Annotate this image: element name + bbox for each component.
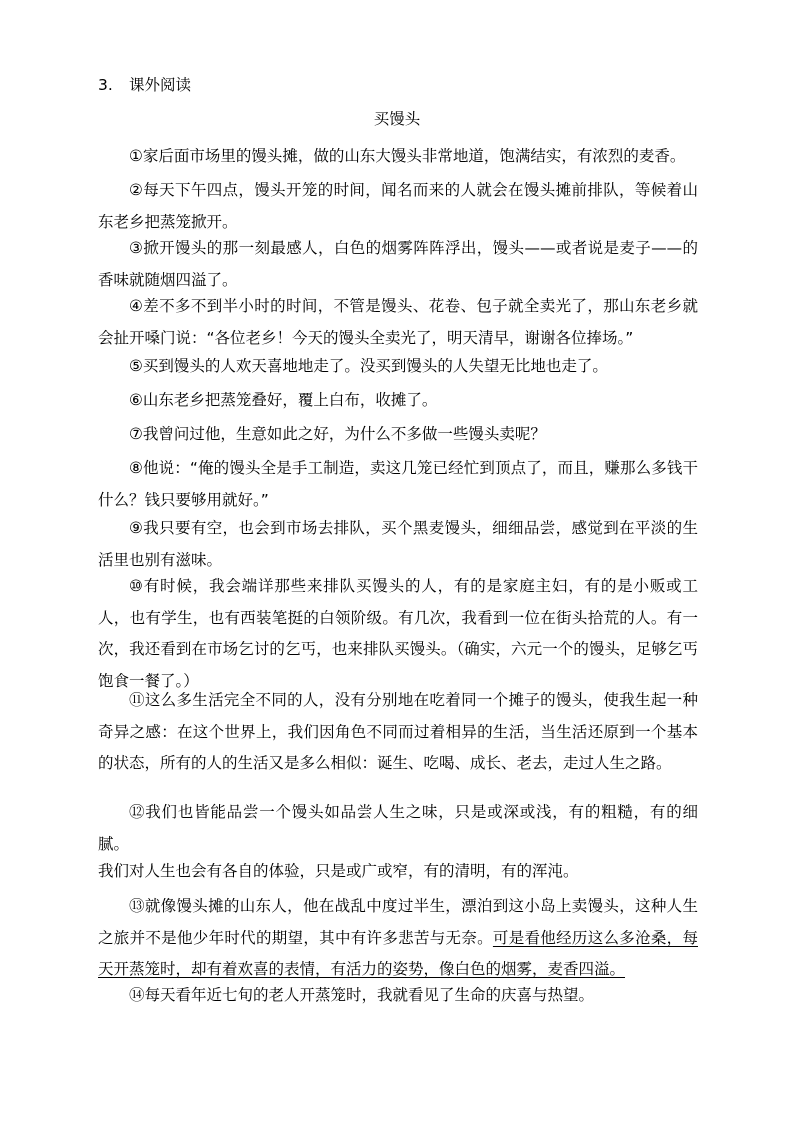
section-heading [98,74,191,96]
paragraph-10: ⑩有时候，我会端详那些来排队买馒头的人，有的是家庭主妇，有的是小贩或工人，也有学生，也有西装笔挺的白领阶级。有几次，我看到一位在街头拾荒的人。有一次，我还看到在市场乞讨的乞丐，也来排队买馒头。（确实，六元一个的馒头，足够乞丐饱食一餐了。） [98,577,698,690]
paragraph-14: ⑭每天看年近七旬的老人开蒸笼时，我就看见了生命的庆喜与热望。 [129,986,595,1004]
paragraph-3: ③掀开馒头的那一刻最感人，白色的烟雾阵阵浮出，馒头——或者说是麦子——的香味就随烟四溢了。 [98,239,698,289]
paragraph-9: ⑨我只要有空，也会到市场去排队，买个黑麦馒头，细细品尝，感觉到在平淡的生活里也别有滋味。 [98,519,698,569]
paragraph-1: ①家后面市场里的馒头摊，做的山东大馒头非常地道，饱满结实，有浓烈的麦香。 [129,147,686,165]
paragraph-11: ⑪这么多生活完全不同的人，没有分别地在吃着同一个摊子的馒头，使我生起一种奇异之感：在这个世界上，我们因角色不同而过着相异的生活，当生活还原到一个基本的状态，所有的人的生活又是多么相似：诞生、吃喝、成长、老去，走过人生之路。 [98,691,698,772]
section-label: 课外阅读 [129,76,192,94]
article-title: 买馒头 [373,110,421,128]
paragraph-13-text: ⑬就像馒头摊的山东人，他在战乱中度过半生，漂泊到这小岛上卖馒头，这种人生之旅并不是他少年时代的期望，其中有许多悲苦与无奈。 [98,897,698,947]
paragraph-13 [98,891,698,986]
paragraph-6: ⑥山东老乡把蒸笼叠好，覆上白布，收摊了。 [129,391,438,409]
paragraph-7: ⑦我曾问过他，生意如此之好，为什么不多做一些馒头卖呢？ [129,425,546,443]
paragraph-5: ⑤买到馒头的人欢天喜地地走了。没买到馒头的人失望无比地也走了。 [129,357,608,375]
paragraph-4: ④差不多不到半小时的时间，不管是馒头、花卷、包子就全卖光了，那山东老乡就会扯开嗓门说：“各位老乡！今天的馒头全卖光了，明天清早，谢谢各位捧场。” [98,297,698,347]
plain-line: 我们对人生也会有各自的体验，只是或广或窄，有的清明，有的浑沌。 [98,862,579,880]
underlined-sentence: 可是看他经历这么多沧桑，每天开蒸笼时，却有着欢喜的表情，有活力的姿势，像白色的烟雾，麦香四溢。 [98,928,698,978]
paragraph-8: ⑧他说：“俺的馒头全是手工制造，卖这几笼已经忙到顶点了，而且，赚那么多钱干什么？钱只要够用就好。” [98,459,698,509]
section-number: 3. [98,76,113,94]
paragraph-12: ⑫我们也皆能品尝一个馒头如品尝人生之味，只是或深或浅，有的粗糙，有的细腻。 [98,803,698,853]
paragraph-2: ②每天下午四点，馒头开笼的时间，闻名而来的人就会在馒头摊前排队，等候着山东老乡把蒸笼掀开。 [98,181,698,231]
